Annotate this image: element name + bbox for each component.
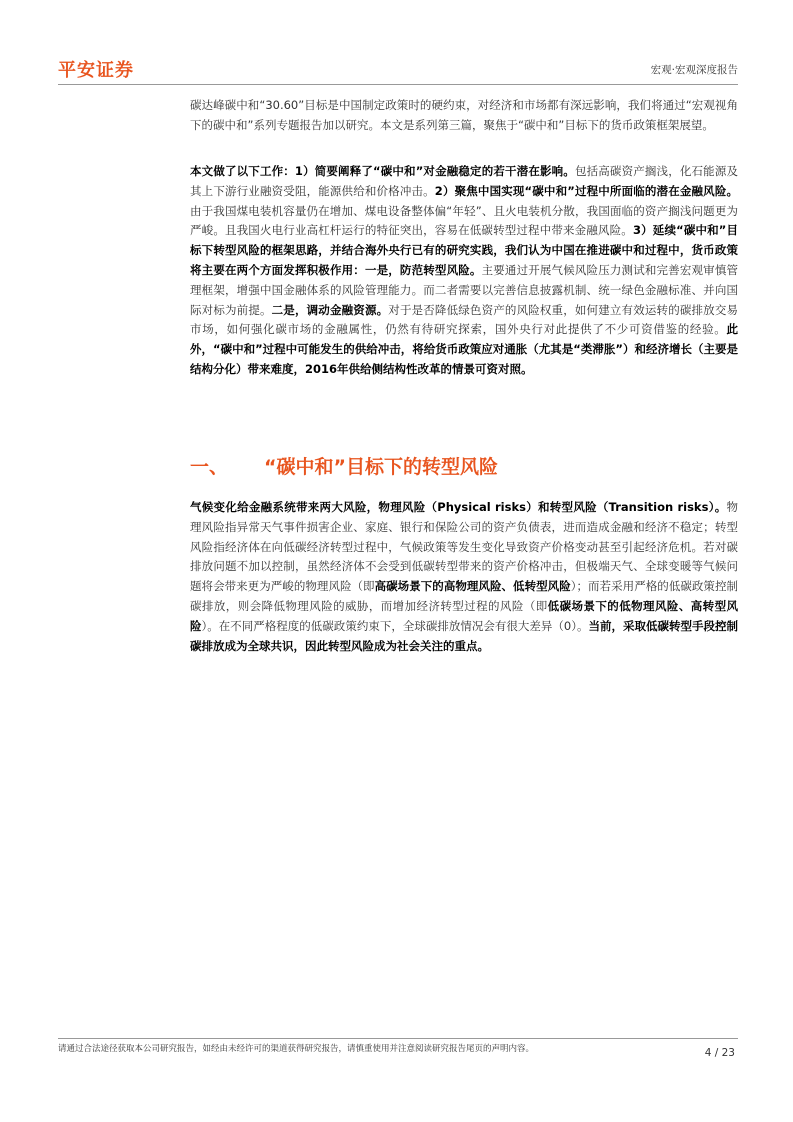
section1-paragraph (190, 498, 738, 656)
summary-segment: 对于是否降低绿色资产的风险权重，如何建立有效运转的碳排放交易市场，如何强化碳市场的金融属性，仍然有待研究探索，国外央行对此提供了不少可资借鉴的经验。 (190, 302, 739, 337)
section-number: 一、 (190, 456, 229, 478)
pingan-securities-logo: 平安证券 (58, 60, 134, 81)
intro-paragraph: 碳达峰碳中和“30.60”目标是中国制定政策时的硬约束，对经济和市场都有深远影响，我们将通过“宏观视角下的碳中和”系列专题报告加以研究。本文是系列第三篇，聚焦于“碳中和”目标下的货币政策框架展望。 (190, 98, 738, 132)
section1-segment: 气候变化给金融系统带来两大风险，物理风险（Physical risks）和转型风险（Transition risks）。 (190, 500, 727, 514)
page-number: 4 / 23 (704, 1047, 735, 1059)
section1-segment: 当前，采取低碳转型手段控制碳排放成为全球共识，因此转型风险成为社会关注的重点。 (190, 618, 739, 653)
summary-segment: 2）聚焦中国实现“碳中和”过程中所面临的潜在金融风险。 (434, 183, 738, 198)
summary-segment: 包括高碳资产搁浅，化石能源及其上下游行业融资受阻，能源供给和价格冲击。 (190, 164, 738, 198)
summary-segment: 本文做了以下工作：1）简要阐释了“碳中和”对金融稳定的若干潜在影响。 (190, 164, 575, 178)
page-header (58, 56, 738, 84)
section1-segment: ）；而若采用严格的低碳政策控制碳排放，则会降低物理风险的威胁，而增加经济转型过程的风险（即 (190, 579, 739, 613)
summary-segment: 二是，调动金融资源。 (271, 302, 389, 317)
section1-segment: 高碳场景下的高物理风险、低转型风险 (374, 579, 571, 594)
summary-segment: 由于我国煤电装机容量仍在增加、煤电设备整体偏“年轻”、且火电装机分散，我国面临的资产搁浅问题更为严峻。且我国火电行业高杠杆运行的特征突出，容易在低碳转型过程中带来金融风险。 (190, 203, 738, 238)
header-divider (58, 84, 738, 85)
footer-divider (58, 1038, 738, 1039)
summary-paragraph (190, 162, 738, 380)
summary-segment: 此外，“碳中和”过程中可能发生的供给冲击，将给货币政策应对通胀（尤其是“类滞胀”）和经济增长（主要是结构分化）带来难度，2016年供给侧结构性改革的情景可资对照。 (190, 322, 738, 376)
summary-segment: 主要通过开展气候风险压力测试和完善宏观审慎管理框架，增强中国金融体系的风险管理能力。而二者需要以完善信息披露机制、统一绿色金融标准、并向国际对标为前提。 (190, 262, 738, 317)
section-heading (190, 452, 498, 479)
section1-segment: 低碳场景下的低物理风险、高转型风险 (190, 598, 739, 633)
section1-segment: 物理风险指异常天气事件损害企业、家庭、银行和保险公司的资产负债表，进而造成金融和经济不稳定；转型风险指经济体在向低碳经济转型过程中，气候政策等发生变化导致资产价格变动甚至引起经济危机。若对碳排放问题不加以控制，虽然经济体不会受到低碳转型带来的资产价格冲击，但极端天气、全球变暖等气候问题将会带来更为严峻的物理风险（即 (190, 500, 738, 594)
footer-disclaimer: 请通过合法途径获取本公司研究报告，如经由未经许可的渠道获得研究报告，请慎重使用并注意阅读研究报告尾页的声明内容。 (58, 1044, 535, 1054)
section-title-text: “碳中和”目标下的转型风险 (264, 456, 498, 478)
summary-segment: 3）延续“碳中和”目标下转型风险的框架思路，并结合海外央行已有的研究实践，我们认为中国在推进碳中和过程中，货币政策将主要在两个方面发挥积极作用：一是，防范转型风险。 (190, 223, 738, 277)
report-type-label: 宏观·宏观深度报告 (650, 64, 738, 76)
section1-segment: ）。在不同严格程度的低碳政策约束下，全球碳排放情况会有很大差异（0）。 (201, 618, 589, 633)
